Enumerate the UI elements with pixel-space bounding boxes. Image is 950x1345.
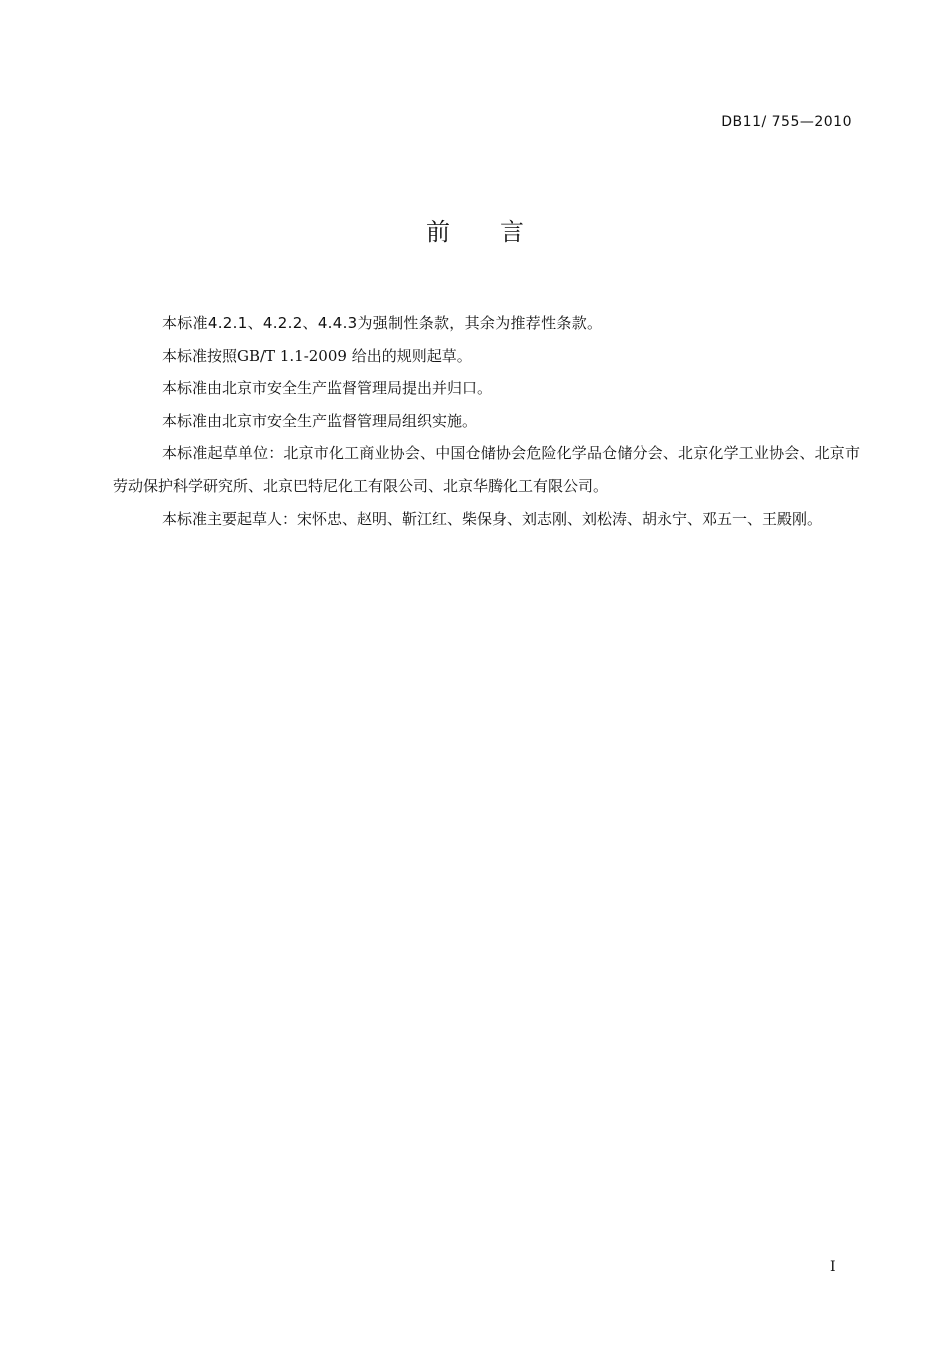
document-code: DB11/ 755—2010 — [721, 114, 852, 130]
document-body — [113, 307, 860, 535]
paragraph-proposer: 本标准由北京市安全生产监督管理局提出并归口。 — [162, 379, 493, 398]
page-number: I — [830, 1259, 836, 1275]
paragraph-implementer: 本标准由北京市安全生产监督管理局组织实施。 — [162, 411, 478, 430]
paragraph-drafting-rules: 本标准按照GB/T 1.1-2009 给出的规则起草。 — [162, 346, 472, 365]
paragraph-drafting-units: 本标准起草单位：北京市化工商业协会、中国仓储协会危险化学品仓储分会、北京化学工业协会、北京市劳动保护科学研究所、北京巴特尼化工有限公司、北京华腾化工有限公司。 — [113, 444, 860, 495]
page-title: 前言 — [426, 218, 574, 246]
paragraph-drafters: 本标准主要起草人：宋怀忠、赵明、靳江红、柴保身、刘志刚、刘松涛、胡永宁、邓五一、王殿刚。 — [162, 509, 823, 528]
paragraph-mandatory-clauses: 本标准4.2.1、4.2.2、4.4.3为强制性条款，其余为推荐性条款。 — [162, 314, 603, 332]
